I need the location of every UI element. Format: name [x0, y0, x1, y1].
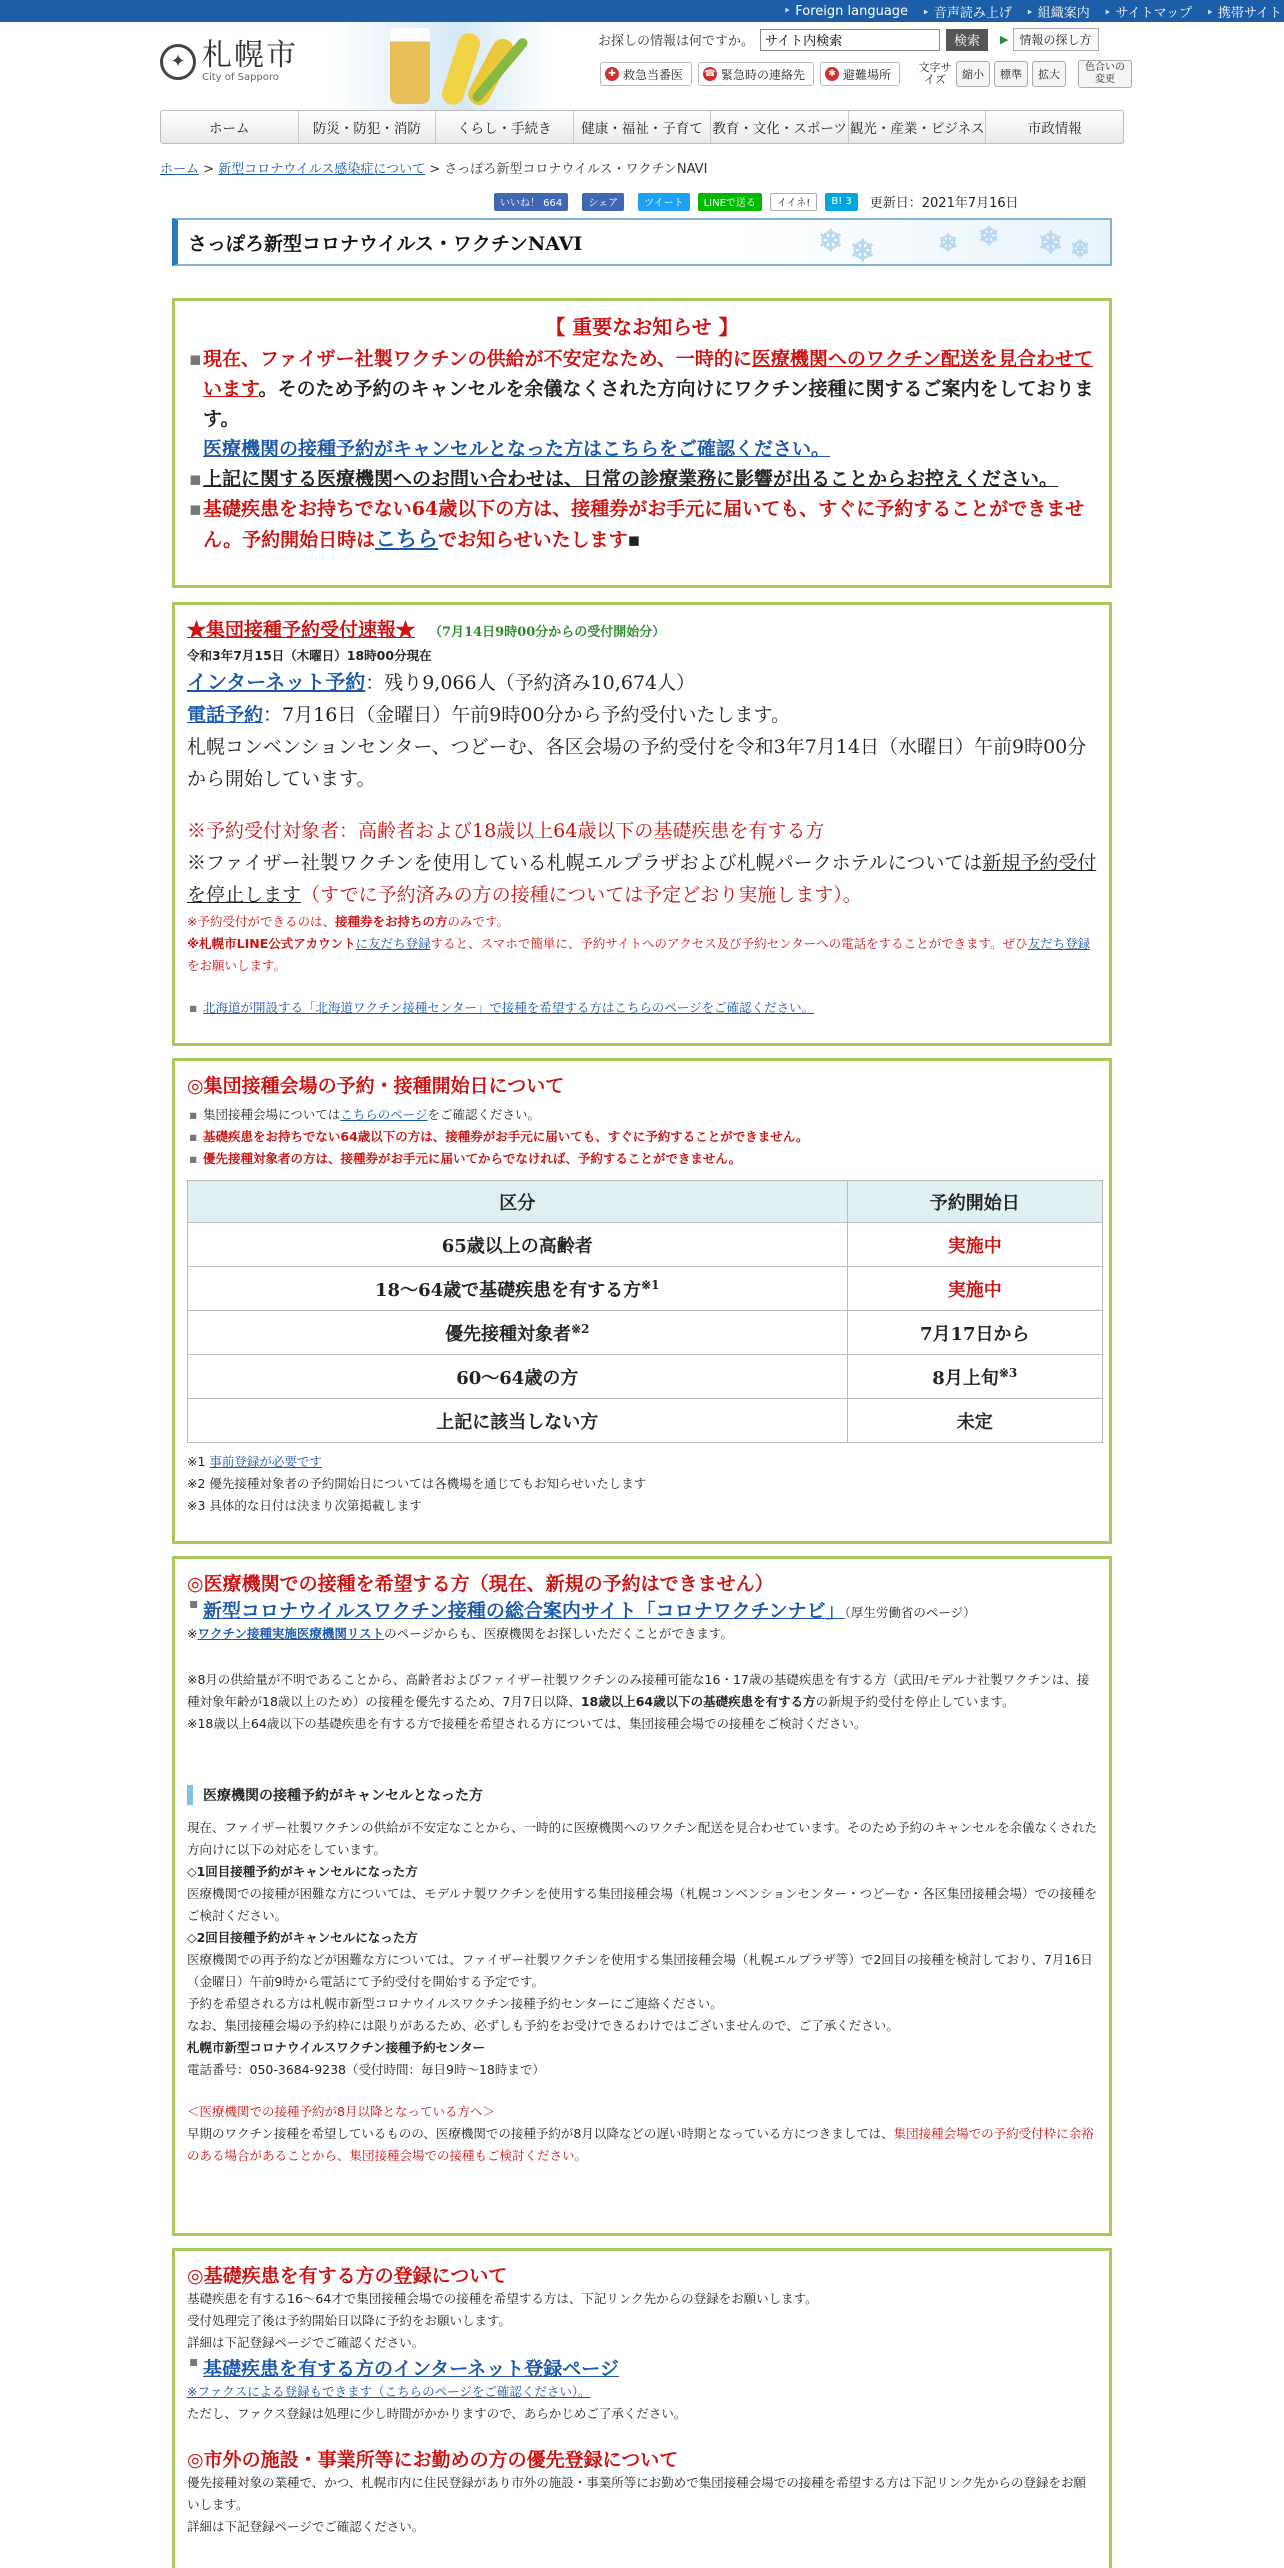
priority-text-1: 優先接種対象の業種で、かつ、札幌市内に住民登録があり市外の施設・事業所等にお勤めで集団接種会場での接種を希望する方は下記リンク先からの登録をお願いします。 [187, 2475, 1087, 2512]
emergency-contact-button[interactable] [698, 62, 814, 86]
breadcrumb-parent[interactable]: 新型コロナウイルス感染症について [218, 162, 426, 177]
emergency-contact-label: 緊急時の連絡先 [721, 67, 806, 82]
footnote-2: ※2 優先接種対象者の予約開始日については各機場を通じてもお知らせいたします [187, 1476, 647, 1491]
schedule-row [188, 1311, 1103, 1355]
schedule-table [187, 1180, 1103, 1443]
line-friend-link[interactable]: に友だち登録 [355, 936, 431, 951]
line-friend-link-2[interactable]: 友だち登録 [1027, 936, 1091, 951]
hokkaido-center-link[interactable]: 北海道が開設する「北海道ワクチン接種センター」で接種を希望する方はこちらのページをご確認ください。 [203, 1000, 815, 1015]
breadcrumb-current: さっぽろ新型コロナウイルス・ワクチンNAVI [444, 162, 708, 177]
fax-note: ただし、ファクス登録は処理に少し時間がかかりますので、あらかじめご了承ください。 [187, 2406, 687, 2421]
schedule-box [172, 1058, 1112, 1544]
august-supply-note-2: ※18歳以上64歳以下の基礎疾患を有する方で接種を希望される方については、集団接種会場での接種をご検討ください。 [187, 1716, 867, 1731]
schedule-category-text: 18～64歳で基礎疾患を有する方 [375, 1279, 642, 1301]
schedule-row [188, 1223, 1103, 1267]
search-input[interactable] [760, 29, 940, 51]
reservation-center-tel: 電話番号：050-3684-9238（受付時間：毎日9時～18時まで） [187, 2062, 545, 2077]
internet-reservation-status: ：残り9,066人（予約済み10,674人） [365, 672, 696, 694]
hospital-list-a: ※ [187, 1626, 198, 1641]
schedule-date [847, 1399, 1102, 1443]
line-note [187, 933, 1097, 977]
schedule-date-footnote: ※3 [998, 1365, 1018, 1380]
updated-date: 更新日：2021年7月16日 [869, 196, 1019, 211]
search-area [598, 28, 1099, 51]
flash-date: 令和3年7月15日（木曜日）18時00分現在 [187, 648, 432, 663]
register-text-3: 詳細は下記登録ページでご確認ください。 [187, 2335, 425, 2350]
page-title-text: さっぽろ新型コロナウイルス・ワクチンNAVI [188, 232, 583, 255]
important-notice-box [172, 298, 1112, 588]
schedule-category [188, 1399, 848, 1443]
pfizer-stop-text: ※ファイザー社製ワクチンを使用している札幌エルプラザおよび札幌パークホテルについては [187, 852, 983, 874]
evacuation-site-label: 避難場所 [843, 67, 892, 82]
cancel-paragraph: 現在、ファイザー社製ワクチンの供給が不安定なことから、一時的に医療機関へのワクチン配送を見合わせています。そのため予約のキャンセルを余儀なくされた方向けに以下の対応をしています。 [187, 1820, 1098, 1857]
notice-item-3: ▪ 基礎疾患をお持ちでない64歳以下の方は、接種券がお手元に届いても、すぐに予約することができません。予約開始日時はこちらでお知らせいたします▪ [187, 494, 1097, 555]
schedule-header-row [188, 1181, 1103, 1223]
text-size-controls [918, 60, 1132, 88]
schedule-date-text: 実施中 [947, 1279, 1002, 1301]
august-supply-note [187, 1669, 1097, 1713]
navi-note: （厚生労働省のページ） [844, 1605, 976, 1620]
schedule-row [188, 1267, 1103, 1311]
target-persons-text: ※予約受付対象者：高齢者および18歳以上64歳以下の基礎疾患を有する方 [187, 820, 825, 842]
schedule-note-1-a: 集団接種会場については [203, 1107, 341, 1122]
arrow-right-icon: ▶ [1000, 33, 1009, 46]
medical-cross-icon: ✚ [605, 67, 619, 81]
schedule-category-text: 優先接種対象者 [445, 1323, 572, 1345]
flash-title: ★集団接種予約受付速報★ [187, 619, 416, 641]
nav-living-procedures[interactable]: くらし・手続き [436, 111, 574, 143]
register-text-2: 受付処理完了後は予約開始日以降に予約をお願いします。 [187, 2313, 512, 2328]
ticket-note-c: のみです。 [447, 914, 510, 929]
emergency-links [600, 62, 900, 86]
nav-education-culture[interactable]: 教育・文化・スポーツ [711, 111, 849, 143]
color-change-label: 色合いの変更 [1085, 62, 1125, 85]
schedule-category [188, 1311, 848, 1355]
hokkaido-list [187, 997, 1097, 1019]
schedule-notes [187, 1104, 1097, 1170]
schedule-category-text: 60～64歳の方 [456, 1367, 579, 1389]
cancel-subheading: 医療機関の接種予約がキャンセルとなった方 [187, 1785, 1097, 1805]
contact-text-2: なお、集団接種会場の予約枠には限りがあるため、必ずしも予約をお受けできるわけではございませんので、ご了承ください。 [187, 2018, 899, 2033]
schedule-date [847, 1267, 1102, 1311]
breadcrumb-separator: > [199, 162, 219, 177]
schedule-date [847, 1311, 1102, 1355]
text-size-normal-button[interactable]: 標準 [994, 61, 1028, 87]
navi-item [187, 1596, 1097, 1623]
schedule-row [188, 1355, 1103, 1399]
pre-registration-link[interactable]: 事前登録が必要です [209, 1454, 322, 1469]
util-link-sitemap[interactable]: ‣ サイトマップ [1104, 2, 1192, 21]
text-size-large-button[interactable]: 拡大 [1032, 61, 1066, 87]
search-question: お探しの情報は何ですか。 [598, 34, 755, 49]
august-note-b: の新規予約受付を停止しています。 [815, 1694, 1015, 1709]
schedule-date [847, 1223, 1102, 1267]
evacuation-site-button[interactable] [820, 62, 900, 86]
schedule-date-text: 未定 [956, 1411, 993, 1433]
navi-list [187, 1596, 1097, 1623]
global-navigation [160, 110, 1124, 144]
dose1-text: 医療機関での接種が困難な方については、モデルナ製ワクチンを使用する集団接種会場（札幌コンベンションセンター・つどーむ・各区集団接種会場）での接種をご検討ください。 [187, 1886, 1097, 1923]
phone-reservation-status: ：7月16日（金曜日）午前9時00分から予約受付いたします。 [263, 704, 791, 726]
nav-home[interactable]: ホーム [161, 111, 299, 143]
mixi-iine-button[interactable]: イイネ! [770, 193, 817, 211]
pfizer-stop-note: （すでに予約済みの方の接種については予定どおり実施します）。 [301, 884, 862, 906]
schedule-date [847, 1355, 1102, 1399]
schedule-note-1 [187, 1104, 1097, 1126]
notice-item-3-red-2: でお知らせいたします [438, 529, 628, 551]
ticket-note-b: 接種券をお持ちの方 [334, 914, 448, 929]
august-note-bold: 18歳以上64歳以下の基礎疾患を有する方 [580, 1694, 816, 1709]
contact-text-1: 予約を希望される方は札幌市新型コロナウイルスワクチン接種予約センターにご連絡ください。 [187, 1996, 723, 2011]
register-heading-2: ◎市外の施設・事業所等にお勤めの方の優先登録について [187, 2449, 679, 2471]
breadcrumb-separator: > [425, 162, 445, 177]
hospital-list-b: のページからも、医療機関をお探しいただくことができます。 [384, 1626, 733, 1641]
nav-health-welfare[interactable]: 健康・福祉・子育て [574, 111, 712, 143]
schedule-category [188, 1223, 848, 1267]
internet-reservation-row [187, 666, 1097, 699]
nav-tourism-business[interactable]: 観光・産業・ビジネス [849, 111, 987, 143]
beer-glass-image [390, 28, 430, 104]
footnote-1 [187, 1451, 1097, 1473]
registration-box [172, 2248, 1112, 2568]
ticket-note-a: ※予約受付ができるのは、 [187, 914, 335, 929]
later-heading: ＜医療機関での接種予約が8月以降となっている方へ＞ [187, 2104, 495, 2119]
hospital-list-row [187, 1623, 1097, 1645]
social-share-bar [494, 192, 1019, 211]
vaccine-delivery-link[interactable]: 医療機関へのワクチン配送を見合わせています [203, 348, 1093, 400]
reservation-center-name: 札幌市新型コロナウイルスワクチン接種予約センター [187, 2040, 486, 2055]
schedule-date-text: 7月17日から [919, 1323, 1030, 1345]
flash-title-row [187, 615, 1097, 642]
schedule-category-footnote: ※2 [571, 1321, 590, 1336]
snowflake-icon: ❄ [1070, 234, 1091, 263]
notice-item-2-text: 上記に関する医療機関へのお問い合わせは、日常の診療業務に影響が出ることからお控えください。 [203, 468, 1059, 490]
footnote-3: ※3 具体的な日付は決まり次第掲載します [187, 1498, 422, 1513]
register-link-item [187, 2354, 1097, 2381]
fax-row [187, 2381, 1097, 2403]
pfizer-stop-row [187, 847, 1097, 911]
emergency-doctor-label: 救急当番医 [623, 67, 684, 82]
notice-item-1 [187, 344, 1097, 464]
site-logo[interactable] [160, 40, 298, 83]
line-note-b: すると、スマホで簡単に、予約サイトへのアクセス及び予約センターへの電話をすることができます。ぜひ [430, 936, 1028, 951]
register-link-list [187, 2354, 1097, 2381]
schedule-category [188, 1355, 848, 1399]
breadcrumb-home[interactable]: ホーム [160, 162, 200, 177]
util-link-mobile[interactable]: ‣ 携帯サイト [1206, 2, 1282, 21]
search-button[interactable]: 検索 [946, 29, 988, 51]
hatena-bookmark-button[interactable]: B! 3 [825, 193, 857, 211]
color-change-button[interactable] [1078, 60, 1132, 88]
util-link-foreign-language[interactable]: ‣ Foreign language [783, 4, 908, 19]
howto-link[interactable] [1000, 28, 1098, 51]
schedule-note-2: ▪ 基礎疾患をお持ちでない64歳以下の方は、接種券がお手元に届いても、すぐに予約することができません。 [187, 1126, 1097, 1148]
fax-registration-link[interactable]: ※ファクスによる登録もできます（こちらのページをご確認ください）。 [187, 2384, 591, 2399]
schedule-row [188, 1399, 1103, 1443]
line-share-button[interactable]: LINEで送る [698, 193, 762, 211]
evacuation-icon: ✱ [825, 67, 839, 81]
notice-item-1-red: 現在、ファイザー社製ワクチンの供給が不安定なため、一時的に [203, 348, 752, 370]
schedule-heading: ◎集団接種会場の予約・接種開始日について [187, 1075, 565, 1097]
schedule-note-1-b: をご確認ください。 [427, 1107, 541, 1122]
utility-links [783, 0, 1284, 22]
later-text-red: 集団接種会場での予約受付枠に余裕のある場合があることから、集団接種会場での接種もご検討ください。 [187, 2126, 1094, 2163]
nav-city-info[interactable]: 市政情報 [1027, 121, 1082, 137]
reservation-flash-box [172, 602, 1112, 1046]
dose2-text: 医療機関での再予約などが困難な方については、ファイザー社製ワクチンを使用する集団接種会場（札幌エルプラザ等）で2回目の接種を検討しており、7月16日（金曜日）午前9時から電話にて予約受付を開始する予定です。 [187, 1952, 1093, 1989]
col-start-date: 予約開始日 [847, 1181, 1102, 1223]
later-text-a: 早期のワクチン接種を希望しているものの、医療機関での接種予約が8月以降などの遅い時期となっている方につきましては、 [187, 2126, 894, 2141]
reservation-start-link[interactable]: こちら [375, 526, 439, 551]
snowflake-icon: ❄ [978, 222, 1000, 252]
schedule-date-text: 実施中 [947, 1235, 1002, 1257]
phone-reservation-link[interactable]: 電話予約 [187, 704, 264, 726]
logo-name: 札幌市 [202, 38, 298, 73]
register-text-1: 基礎疾患を有する16～64才で集団接種会場での接種を希望する方は、下記リンク先からの登録をお願いします。 [187, 2291, 818, 2306]
schedule-category-footnote: ※1 [641, 1277, 660, 1292]
snowflake-icon: ❄ [818, 224, 844, 259]
schedule-date-text: 8月上旬 [932, 1367, 999, 1389]
line-note-a: ※札幌市LINE公式アカウント [187, 936, 356, 951]
facebook-share-button[interactable]: シェア [582, 193, 624, 211]
medical-heading: ◎医療機関での接種を希望する方（現在、新規の予約はできません） [187, 1573, 774, 1595]
text-size-small-button[interactable]: 縮小 [956, 61, 990, 87]
notice-heading: 【 重要なお知らせ 】 [545, 315, 739, 339]
venue-reservation-text: 札幌コンベンションセンター、つどーむ、各区会場の予約受付を令和3年7月14日（水曜日）午前9時00分から開始しています。 [187, 736, 1087, 790]
corona-vaccine-navi-link[interactable]: 新型コロナウイルスワクチン接種の総合案内サイト「コロナワクチンナビ」 [203, 1600, 845, 1622]
text-size-label: 文字サイズ [918, 61, 952, 86]
breadcrumb [160, 158, 707, 177]
ticket-note [187, 911, 1097, 933]
facebook-like-button[interactable]: いいね！ 664 [494, 193, 568, 211]
snowflake-icon: ❄ [850, 234, 876, 269]
schedule-note-3: ▪ 優先接種対象者の方は、接種券がお手元に届いてからでなければ、予約することができません。 [187, 1148, 1097, 1170]
util-link-organization[interactable]: ‣ 組織案内 [1026, 2, 1090, 21]
pfizer-stop-emphasis: 新規予約受付を停止します [187, 852, 1097, 906]
twitter-tweet-button[interactable]: ツイート [638, 193, 690, 211]
emergency-doctor-button[interactable] [600, 62, 692, 86]
notice-item-2 [187, 464, 1097, 494]
snowflake-icon: ❄ [1038, 226, 1064, 261]
priority-text-2: 詳細は下記登録ページでご確認ください。 [187, 2519, 425, 2534]
line-note-c: をお願いします。 [187, 958, 287, 973]
cancelled-reservation-link[interactable]: 医療機関の接種予約がキャンセルとなった方はこちらをご確認ください。 [203, 438, 831, 460]
dose1-heading: ◇1回目接種予約がキャンセルになった方 [187, 1864, 418, 1879]
hospital-list-link[interactable]: ワクチン接種実施医療機関リスト [197, 1626, 385, 1641]
howto-button[interactable]: 情報の探し方 [1013, 28, 1099, 51]
schedule-category-text: 65歳以上の高齢者 [441, 1235, 593, 1257]
notice-item-1-text: 。そのため予約のキャンセルを余儀なくされた方向けにワクチン接種に関するご案内をしております。 [203, 378, 1094, 430]
phone-reservation-row [187, 699, 1097, 731]
utility-bar [0, 0, 1284, 22]
later-text [187, 2123, 1097, 2167]
page-title [172, 218, 1112, 269]
register-heading: ◎基礎疾患を有する方の登録について [187, 2265, 508, 2287]
col-category: 区分 [188, 1181, 848, 1223]
logo-subtitle: City of Sapporo [202, 72, 279, 83]
schedule-category [188, 1267, 848, 1311]
footnote-1-a: ※1 [187, 1454, 210, 1469]
venue-page-link[interactable]: こちらのページ [340, 1107, 428, 1122]
schedule-category-text: 上記に該当しない方 [436, 1411, 599, 1433]
internet-registration-link[interactable]: 基礎疾患を有する方のインターネット登録ページ [203, 2358, 619, 2380]
snowflake-icon: ❄ [938, 228, 959, 257]
medical-institution-box [172, 1556, 1112, 2236]
notice-item-3-red: 基礎疾患をお持ちでない64歳以下の方は、接種券がお手元に届いても、すぐに予約することができません。予約開始日時は [203, 498, 1085, 551]
august-note-a: ※8月の供給量が不明であることから、高齢者およびファイザー社製ワクチンのみ接種可能な16・17歳の基礎疾患を有する方（武田/モデルナ社製ワクチンは、接種対象年齢が18歳以上のため）の接種を優先するため、7月7日以降、 [187, 1672, 1090, 1709]
hokkaido-item [187, 997, 1097, 1019]
city-emblem-icon: ✦ [160, 44, 196, 80]
flash-title-note: （7月14日9時00分からの受付開始分） [429, 625, 666, 640]
dose2-heading: ◇2回目接種予約がキャンセルになった方 [187, 1930, 418, 1945]
header-illustration [330, 22, 550, 112]
phone-icon: ☎ [704, 69, 716, 79]
notice-list [187, 344, 1097, 555]
util-link-read-aloud[interactable]: ‣ 音声読み上げ [922, 2, 1012, 21]
nav-disaster-prevention[interactable]: 防災・防犯・消防 [299, 111, 437, 143]
internet-reservation-link[interactable]: インターネット予約 [187, 670, 366, 694]
